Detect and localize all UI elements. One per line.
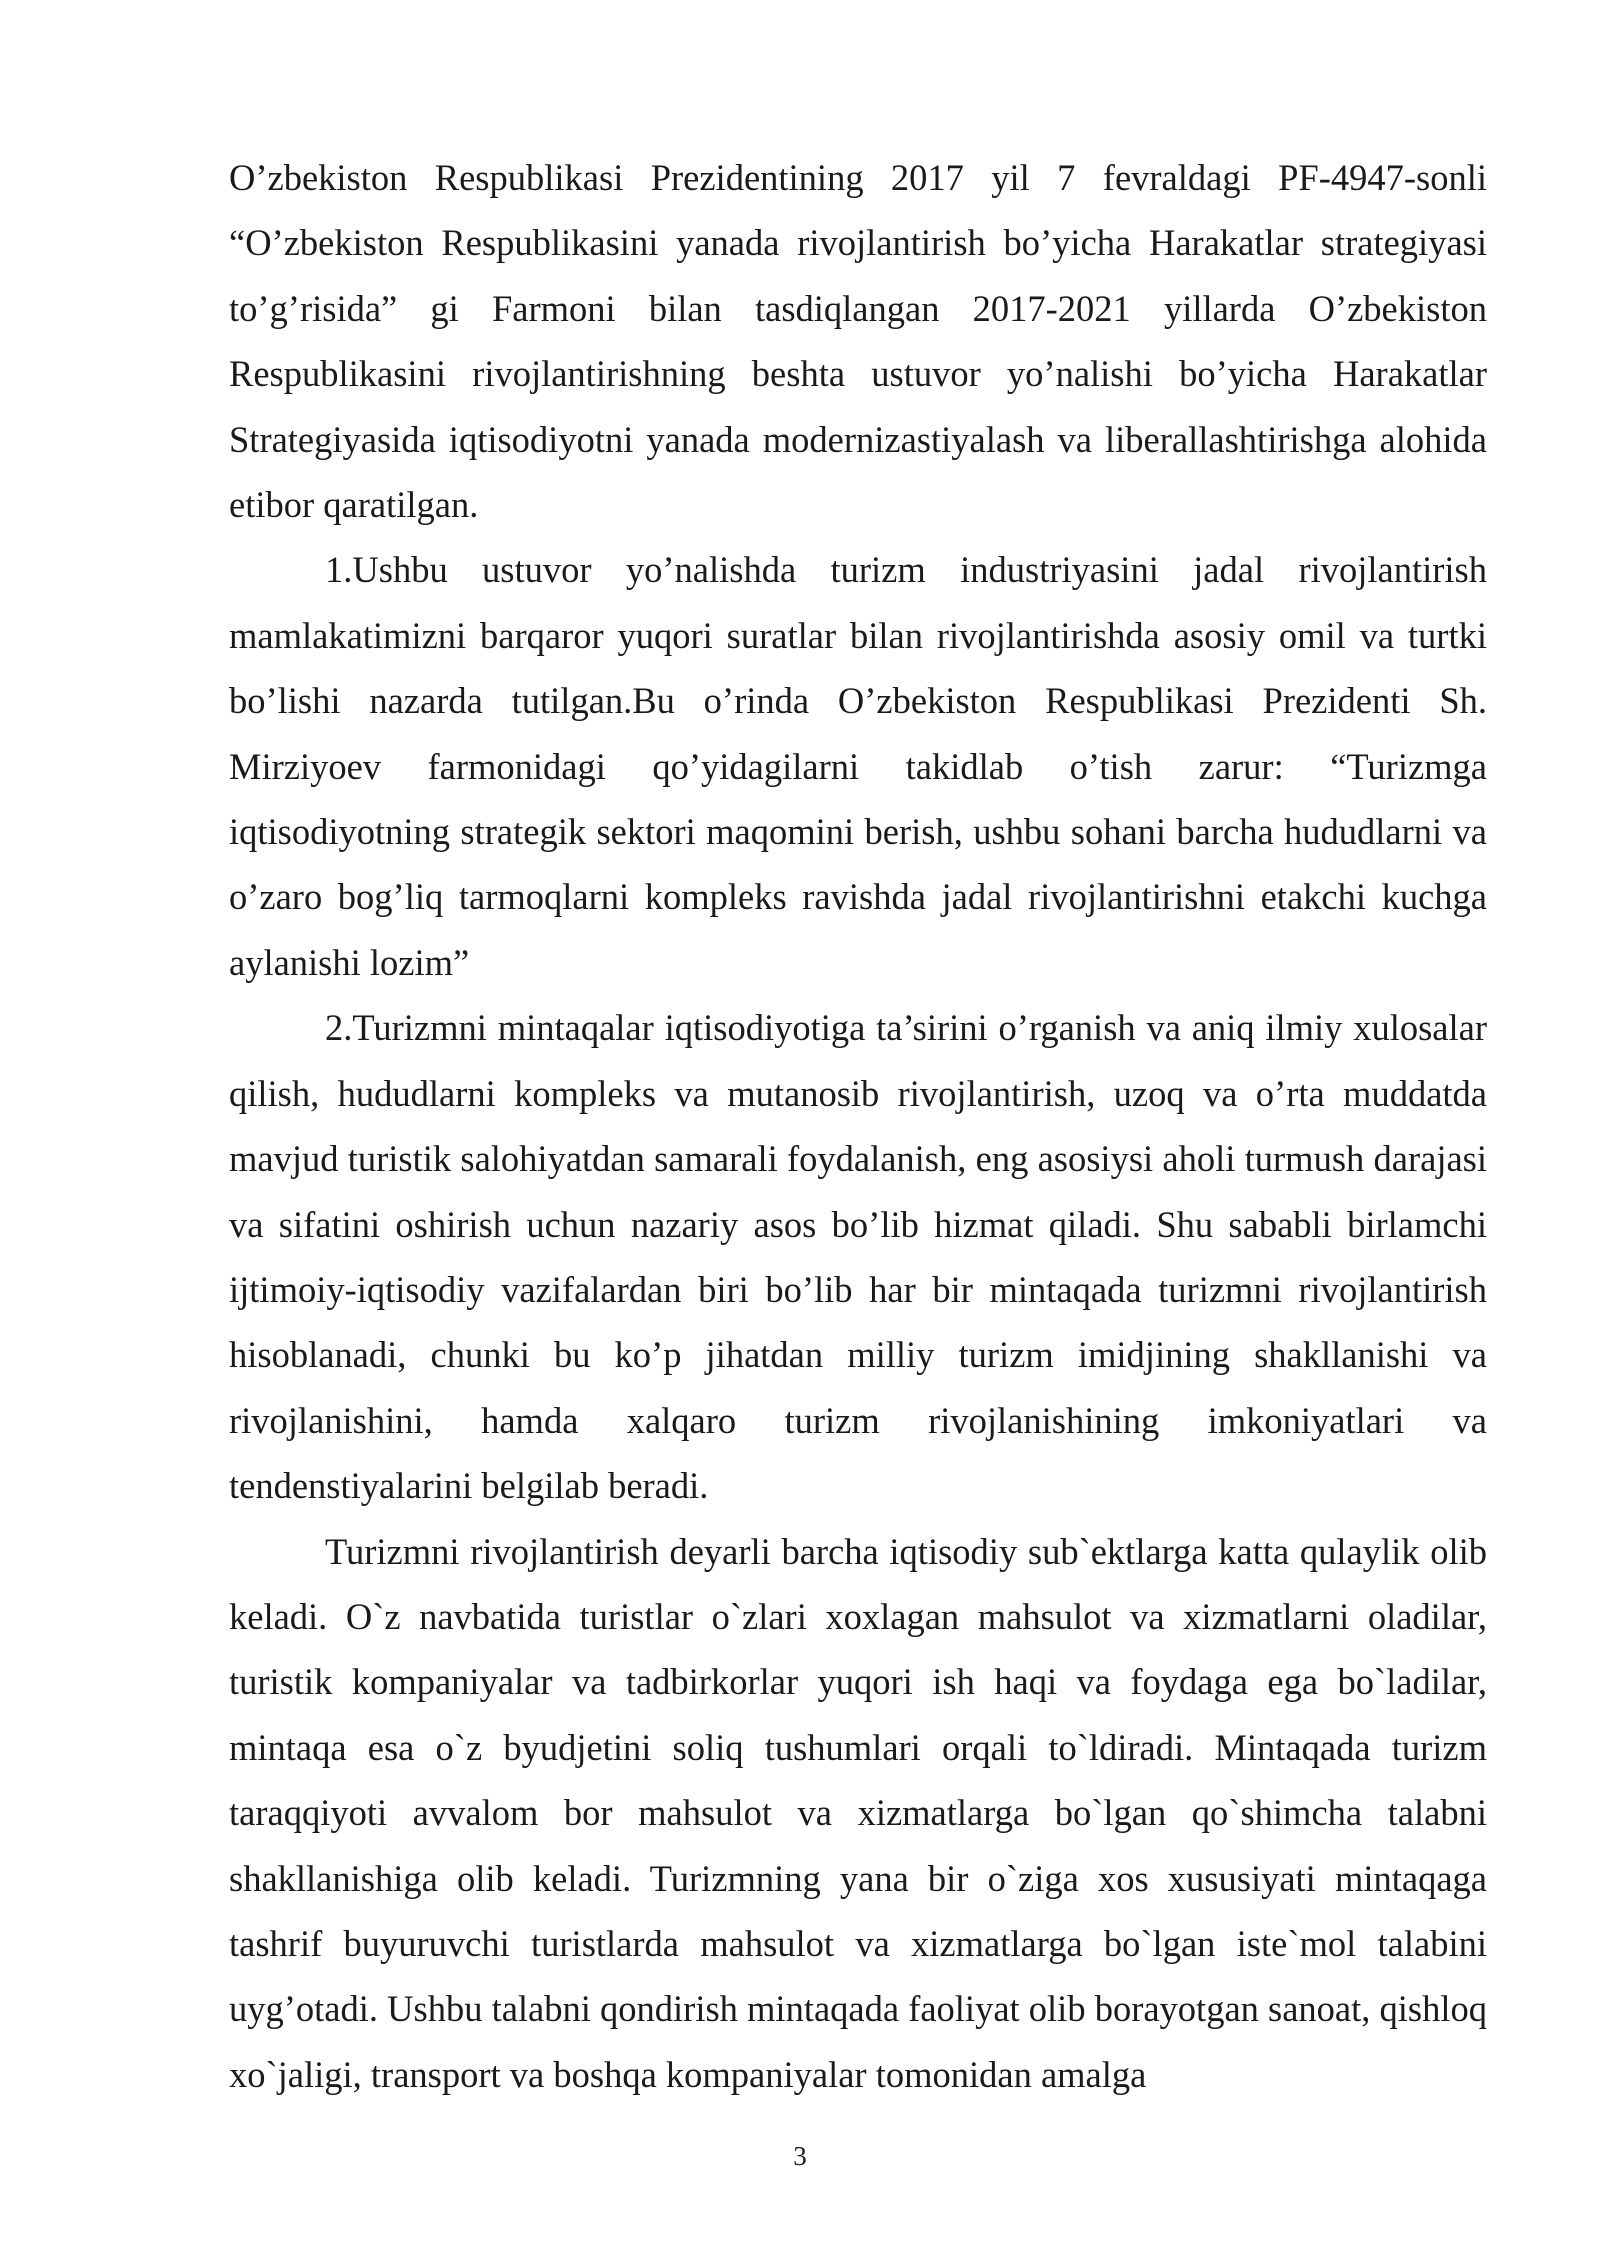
paragraph-point-1: 1.Ushbu ustuvor yo’nalishda turizm industriyasini jadal rivojlantirish mamlakatimizni barqaror yuqori suratlar bilan rivojlantirishda asosiy omil va turtki bo’lishi nazarda tutilgan.Bu o’rinda O’zbekiston Respublikasi Prezidenti Sh. Mirziyoev farmonidagi qo’yidagilarni takidlab o’tish zarur: “Turizmga iqtisodiyotning strategik sektori maqomini berish, ushbu sohani barcha hududlarni va o’zaro bog’liq tarmoqlarni kompleks ravishda jadal rivojlantirishni etakchi kuchga aylanishi lozim”	[229, 549, 1487, 983]
paragraph-strategy-intro: O’zbekiston Respublikasi Prezidentining 2017 yil 7 fevraldagi PF-4947-sonli “O’zbekiston Respublikasini yanada rivojlantirish bo’yicha Harakatlar strategiyasi to’g’risida” gi Farmoni bilan tasdiqlangan 2017-2021 yillarda O’zbekiston Respublikasini rivojlantirishning beshta ustuvor yo’nalishi bo’yicha Harakatlar Strategiyasida iqtisodiyotni yanada modernizastiyalash va liberallashtirishga alohida etibor qaratilgan.	[229, 157, 1487, 526]
paragraph-point-2: 2.Turizmni mintaqalar iqtisodiyotiga ta’sirini o’rganish va aniq ilmiy xulosalar qilish, hududlarni kompleks va mutanosib rivojlantirish, uzoq va o’rta muddatda mavjud turistik salohiyatdan samarali foydalanish, eng asosiysi aholi turmush darajasi va sifatini oshirish uchun nazariy asos bo’lib hizmat qiladi. Shu sababli birlamchi ijtimoiy-iqtisodiy vazifalardan biri bo’lib har bir mintaqada turizmni rivojlantirish hisoblanadi, chunki bu ko’p jihatdan milliy turizm imidjining shakllanishi va rivojlanishini, hamda xalqaro turizm rivojlanishining imkoniyatlari va tendenstiyalarini belgilab beradi.	[229, 1007, 1487, 1507]
body-text	[229, 145, 1487, 2107]
paragraph-tourism-development: Turizmni rivojlantirish deyarli barcha iqtisodiy sub`ektlarga katta qulaylik olib keladi. O`z navbatida turistlar o`zlari xoxlagan mahsulot va xizmatlarni oladilar, turistik kompaniyalar va tadbirkorlar yuqori ish haqi va foydaga ega bo`ladilar, mintaqa esa o`z byudjetini soliq tushumlari orqali to`ldiradi. Mintaqada turizm taraqqiyoti avvalom bor mahsulot va xizmatlarga bo`lgan qo`shimcha talabni shakllanishiga olib keladi. Turizmning yana bir o`ziga xos xususiyati mintaqaga tashrif buyuruvchi turistlarda mahsulot va xizmatlarga bo`lgan iste`mol talabini uyg’otadi. Ushbu talabni qondirish mintaqada faoliyat olib borayotgan sanoat, qishloq xo`jaligi, transport va boshqa kompaniyalar tomonidan amalga	[229, 1530, 1488, 2095]
page-number: 3	[793, 2141, 807, 2171]
